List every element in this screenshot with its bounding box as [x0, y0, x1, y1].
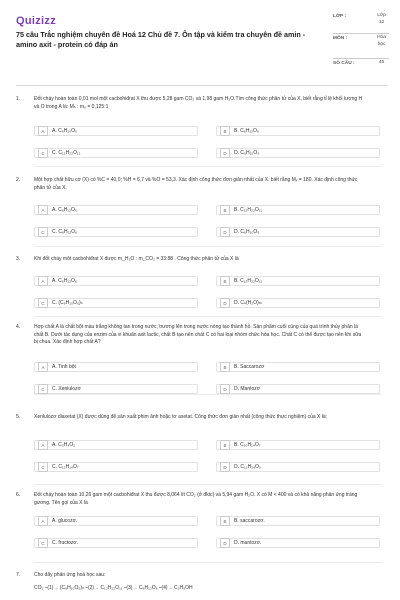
option-letter: D — [220, 462, 230, 472]
question-text: Đốt cháy hoàn toàn 0,01 mol một cacbohiđrat X thu được 5,28 gam CO₂ và 1,98 gam H₂O.Tìm công thức phân tử của X, biết rằng tỉ lệ khối lượng H và O trong A là: Mₕ : mₒ = 0,125:1 — [34, 96, 363, 110]
question-text: Hợp chất A là chất bột màu trắng không tan trong nước, trương lên trong nước nóng tạo thành hồ. Sản phẩm cuối cùng của quá trình thủy phân là chất B. Dưới tác dụng của enzim của vi khuẩn axit lactic, chất B tạo nên chất C có hai loại nhóm chức hóa học. Chất C có thể được tạo nên khi sữa bị chua. Xác định hợp chất A? — [34, 324, 362, 345]
option-a[interactable] — [34, 516, 198, 526]
option-letter: C — [38, 462, 48, 472]
option-letter: C — [38, 148, 48, 158]
option-d[interactable] — [216, 148, 380, 158]
question-number: 7. — [16, 572, 21, 578]
option-label: C. fructozơ. — [52, 540, 79, 546]
meta-panel — [333, 12, 389, 71]
option-a[interactable] — [34, 205, 198, 215]
option-label: B. saccarozơ. — [234, 518, 265, 524]
option-letter: B — [220, 516, 230, 526]
option-letter: C — [38, 298, 48, 308]
option-label: A. C₆H₁₀O₅ — [52, 128, 78, 134]
meta-label: LỚP : — [333, 14, 347, 19]
option-label: B. C₆H₁₂O₆ — [234, 128, 259, 134]
option-label: C. C₁₂H₂₂O₁₁ — [52, 150, 81, 156]
meta-row-class — [333, 12, 389, 34]
meta-value: Hóa học — [377, 35, 386, 47]
option-label: C. C₁₂H₁₄O₇ — [52, 464, 79, 470]
option-label: D. C₁₂H₁₄O₅ — [234, 464, 261, 470]
option-label: C. Xenlulozơ — [52, 386, 81, 392]
option-d[interactable] — [216, 462, 380, 472]
option-letter: B — [220, 126, 230, 136]
option-letter: A — [38, 362, 48, 372]
question-text: Đốt cháy hoàn toàn 10,26 gam một cacbohiđrat X thu được 8,064 lít CO₂ (ở đktc) và 5,94 gam H₂O. X có M < 400 và có khả năng phản ứng tráng gương. Tên gọi của X là — [34, 492, 358, 506]
question-number: 2. — [16, 177, 21, 183]
option-letter: C — [38, 384, 48, 394]
option-d[interactable] — [216, 227, 380, 237]
option-d[interactable] — [216, 538, 380, 548]
option-label: D. C₆H₁₀O₅ — [234, 229, 260, 235]
option-c[interactable] — [34, 227, 198, 237]
option-a[interactable] — [34, 276, 198, 286]
option-b[interactable] — [216, 516, 380, 526]
option-label: D. C₅H₁₀O₅ — [234, 150, 260, 156]
question-divider — [34, 394, 382, 395]
question-text: Cho dãy phản ứng hoá học sau: — [34, 572, 106, 578]
option-label: A. C₆H₁₂O₆ — [52, 207, 77, 213]
option-letter: A — [38, 276, 48, 286]
meta-value: Lớp 12 — [377, 13, 386, 25]
option-label: A. glucozơ. — [52, 518, 78, 524]
option-letter: A — [38, 126, 48, 136]
reaction-scheme: CO₂ ⎯(1)→ (C₆H₁₀O₅)ₙ ⎯(2)→ C₁₂H₂₂O₁₁ ⎯(3)→ C₆H₁₂O₆ ⎯(4)→ C₂H₅OH — [34, 585, 193, 591]
option-letter: B — [220, 362, 230, 372]
option-letter: B — [220, 276, 230, 286]
option-c[interactable] — [34, 384, 198, 394]
question-text: Xenlulozơ diaxetat (X) được dùng để sản xuất phim ảnh hoặc tơ axetat. Công thức đơn giản nhất (công thức thực nghiệm) của X là: — [34, 414, 328, 420]
option-letter: C — [38, 538, 48, 548]
option-label: B. Saccarozơ — [234, 364, 265, 370]
option-letter: B — [220, 205, 230, 215]
option-letter: D — [220, 538, 230, 548]
option-label: A. C₆H₁₂O₆ — [52, 278, 77, 284]
question-number: 4. — [16, 324, 21, 330]
meta-row-count — [333, 59, 389, 71]
brand-logo: Quizizz — [16, 15, 56, 27]
question-number: 6. — [16, 492, 21, 498]
option-letter: B — [220, 440, 230, 450]
option-b[interactable] — [216, 276, 380, 286]
option-letter: A — [38, 516, 48, 526]
meta-label: SỐ CÂU : — [333, 61, 355, 66]
option-label: A. Tinh bột — [52, 364, 76, 370]
option-d[interactable] — [216, 298, 380, 308]
option-c[interactable] — [34, 148, 198, 158]
question-divider — [34, 316, 382, 317]
option-c[interactable] — [34, 462, 198, 472]
option-a[interactable] — [34, 440, 198, 450]
option-letter: D — [220, 227, 230, 237]
option-b[interactable] — [216, 205, 380, 215]
question-text: Khi đốt cháy một cacbohiđrat X được m_H₂O : m_CO₂ = 33:88 . Công thức phân tử của X là — [34, 256, 239, 262]
meta-value: 45 — [378, 60, 385, 65]
option-letter: A — [38, 440, 48, 450]
option-b[interactable] — [216, 362, 380, 372]
header-divider — [16, 85, 388, 86]
question-number: 5. — [16, 414, 21, 420]
option-label: C. (C₆H₁₀O₅)ₙ — [52, 300, 83, 306]
option-a[interactable] — [34, 362, 198, 372]
option-b[interactable] — [216, 440, 380, 450]
option-c[interactable] — [34, 538, 198, 548]
option-label: A. C₃H₄O₂ — [52, 442, 76, 448]
option-c[interactable] — [34, 298, 198, 308]
meta-row-subject — [333, 34, 389, 59]
question-text: Một hợp chất hữu cơ (X) có %C = 40,0; %H = 6,7 và %O = 53,3. Xác định công thức đơn giản nhất của X. biết rằng Mₓ = 180. Xác định công thức phân tử của X. — [34, 177, 358, 191]
question-divider — [34, 484, 382, 485]
option-label: C. C₆H₁₂O₆ — [52, 229, 78, 235]
question-divider — [34, 246, 382, 247]
document-title: 75 câu Trắc nghiệm chuyên đề Hoá 12 Chủ đề 7. Ôn tập và kiểm tra chuyên đề amin - amino axit - protein có đáp án — [16, 30, 306, 49]
option-label: B. C₁₂H₂₂O₁₁ — [234, 207, 263, 213]
option-a[interactable] — [34, 126, 198, 136]
option-d[interactable] — [216, 384, 380, 394]
option-letter: D — [220, 148, 230, 158]
question-number: 3. — [16, 256, 21, 262]
option-label: B. C₁₀H₁₄O₇ — [234, 442, 261, 448]
meta-label: MÔN : — [333, 36, 348, 41]
option-b[interactable] — [216, 126, 380, 136]
option-letter: C — [38, 227, 48, 237]
option-label: B. C₁₂H₂₂O₁₁ — [234, 278, 263, 284]
option-label: D. Mantozơ — [234, 386, 261, 392]
question-number: 1. — [16, 96, 21, 102]
option-letter: D — [220, 298, 230, 308]
option-letter: D — [220, 384, 230, 394]
option-label: D. Cₙ(H₂O)ₘ — [234, 300, 262, 306]
option-label: D. mantozơ. — [234, 540, 262, 546]
option-letter: A — [38, 205, 48, 215]
question-divider — [34, 166, 382, 167]
question-divider — [34, 562, 382, 563]
